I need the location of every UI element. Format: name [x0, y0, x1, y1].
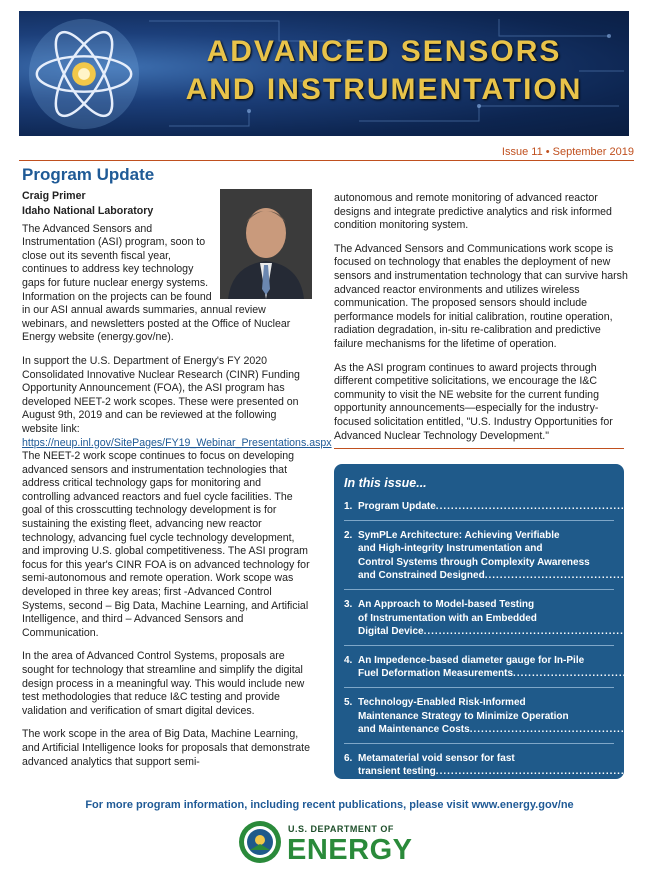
paragraph-text: The NEET-2 work scope continues to focus on developing advanced sensors and instrumentation technologies that address critical technology gaps for monitoring and controlling advanced reactors and fuel cycle facilities. The goal of this crosscutting technology development is for sustaining the existing fleet, advancing new reactor technology, advancing fuel cycle technology development, and improving U.S. global competitiveness. The ASI program focus for this year's CINR FOA is on advanced technology for semi-autonomous and remote operation. Work scope was developed in three key areas; first -Advanced Control Systems, second – Big Data, Machine Learning, and Artificial Intelligence, and third – Advanced Sensors and Communication. [22, 450, 310, 639]
right-column [334, 192, 630, 453]
toc-heading: In this issue... [344, 476, 427, 490]
header-banner [19, 11, 629, 136]
toc-item[interactable] [344, 652, 614, 688]
paragraph: As the ASI program continues to award projects through different competitive solicitations, we encourage the I&C community to visit the NE website for the current funding opportunity announcements—especially for the industry-focused solicitation entitled, "U.S. Industry Opportunities for Advanced Nuclear Technology Development." [334, 361, 613, 442]
banner-title-line2: AND INSTRUMENTATION [185, 73, 583, 106]
doe-logo [238, 818, 428, 868]
toc-leader-dots [513, 667, 659, 681]
toc-item[interactable] [344, 498, 614, 521]
toc-item-title: Program Update [358, 501, 436, 512]
paragraph: autonomous and remote monitoring of advanced reactor designs and integrate predictive analytics and risk informed condition monitoring system. [334, 192, 612, 232]
toc-item-title: Technology-Enabled Risk-Informed [358, 696, 526, 708]
toc-item-title: and High-integrity Instrumentation and [358, 543, 543, 555]
toc-item-title: and Constrained Designed [358, 570, 485, 582]
footer-info[interactable]: For more program information, including recent publications, please visit www.energy.gov/ne [85, 799, 574, 811]
banner-title [149, 33, 619, 109]
banner-title-line1: ADVANCED SENSORS [206, 35, 562, 68]
toc-item[interactable] [344, 527, 614, 590]
divider [334, 448, 624, 449]
doe-department-label: U.S. DEPARTMENT OF [288, 824, 394, 834]
toc-item-title: transient testing [358, 766, 436, 778]
toc-item-title: An Impedence-based diameter gauge for In-Pile [358, 654, 585, 666]
doe-energy-label: ENERGY [287, 834, 413, 866]
toc-leader-dots [436, 765, 659, 779]
paragraph [22, 354, 332, 640]
toc-item-number: 6. [344, 752, 353, 764]
toc-item-title: Digital Device [358, 626, 424, 638]
author-photo [220, 189, 312, 299]
toc-item-number: 4. [344, 654, 353, 666]
toc-leader-dots [424, 625, 659, 639]
toc-item-number: 3. [344, 598, 353, 610]
toc-item-number: 1. [344, 501, 353, 512]
author-name: Craig Primer [22, 189, 86, 202]
paragraph: The work scope in the area of Big Data, Machine Learning, and Artificial Intelligence looks for proposals that demonstrate advanced analytics that support semi- [22, 728, 310, 768]
doe-seal-icon [238, 820, 282, 864]
toc-item-title: Metamaterial void sensor for fast [358, 752, 515, 764]
in-this-issue-box [334, 464, 624, 779]
toc-item-title: Maintenance Strategy to Minimize Operation [358, 710, 569, 722]
toc-leader-dots [470, 723, 659, 737]
author-affiliation: Idaho National Laboratory [22, 205, 154, 218]
paragraph: The Advanced Sensors and Communications work scope is focused on technology that enables the deployment of new sensors and instrumentation technology that can survive harsh advanced reactor environments and utilizes wireless communication. The proposed sensors should include performance models for initial calibration, routine operation, radiation degradation, in-situ re-calibration and predictive failure mechanisms for the lifetime of operation. [334, 242, 628, 350]
section-heading: Program Update [22, 165, 155, 184]
toc-item-title: of Instrumentation with an Embedded [358, 612, 537, 624]
divider [19, 160, 634, 161]
toc-item[interactable] [344, 596, 614, 646]
paragraph: The Advanced Sensors and Instrumentation (ASI) program, soon to close out its seventh fiscal year, continues to address key technology gaps for future nuclear energy systems. Information on the projects can be found in our ASI annual awards summaries, annual review webinars, and newsletters posted at the Office of Nuclear Energy website (energy.gov/ne). [22, 222, 291, 344]
issue-label: Issue 11 • September 2019 [501, 146, 634, 158]
toc-item-title: and Maintenance Costs [358, 724, 470, 736]
toc-item[interactable] [344, 750, 614, 785]
portrait-image [220, 189, 312, 299]
toc-item-number: 5. [344, 696, 353, 708]
paragraph: In the area of Advanced Control Systems, proposals are sought for technology that streamline and simplify the digital design process in a meaningful way. This would include new test methodologies that reduce I&C testing and provide validation and verification of smart digital devices. [22, 650, 305, 717]
left-column [22, 165, 332, 779]
toc-item-title: Fuel Deformation Measurements [358, 668, 514, 680]
atom-logo-icon [25, 15, 143, 133]
toc-item-title: SymPLe Architecture: Achieving Verifiable [358, 529, 560, 541]
toc-leader-dots [436, 500, 659, 514]
toc-item-title: Control Systems through Complexity Awareness [358, 556, 590, 568]
toc-leader-dots [485, 569, 659, 583]
paragraph-text: In support the U.S. Department of Energy's FY 2020 Consolidated Innovative Nuclear Research (CINR) Funding Opportunity Announcement (FOA), the ASI program has developed NEET-2 work scopes. These were presented on August 9th, 2019 and can be reviewed at the following website link: [22, 354, 300, 435]
toc-list [334, 498, 624, 785]
toc-item-number: 2. [344, 529, 353, 541]
webinar-link[interactable]: https://neup.inl.gov/SitePages/FY19_Webinar_Presentations.aspx [22, 436, 332, 449]
toc-item[interactable] [344, 694, 614, 744]
toc-item-title: An Approach to Model-based Testing [358, 598, 535, 610]
